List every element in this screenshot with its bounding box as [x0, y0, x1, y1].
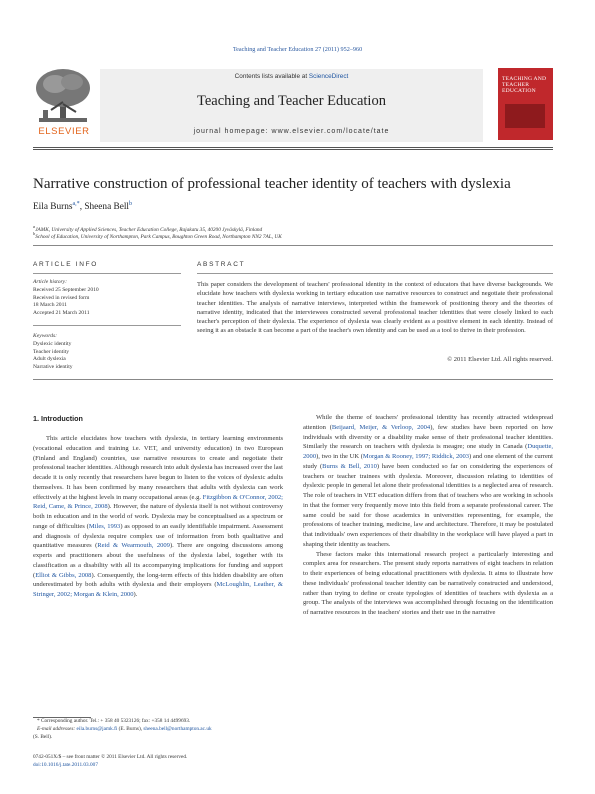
cover-picture: [505, 104, 545, 128]
body-text: ).: [133, 591, 138, 598]
publisher-logo-text: ELSEVIER: [38, 126, 90, 137]
history-item: 18 March 2011: [33, 302, 67, 309]
cover-title: TEACHING AND TEACHER EDUCATION: [502, 76, 547, 94]
article-info-heading: ARTICLE INFO: [33, 261, 99, 268]
author-affiliation-mark[interactable]: b: [129, 201, 133, 207]
citation-link[interactable]: Elliot & Gibbs, 2008: [35, 571, 92, 579]
body-paragraph: [303, 550, 553, 618]
citation-link[interactable]: Reid & Wearmouth, 2009: [97, 542, 170, 550]
body-text: These factors make this international research project a particularly interesting and complex area for researchers. The present study reports narratives of eight teachers in relation to their experiences of being educational practitioners with dyslexia. It aims to illustrate how these individuals' professional teacher identity can be narratively constructed and understood, rather than trying to define or create typologies of identities of teachers with dyslexia as a group. The analysis of the interviews was accomplished through focusing on the identification of narrative resources in the teachers' stories and their use in the narrative: [303, 550, 553, 616]
citation-link[interactable]: Burns & Bell, 2010: [322, 462, 377, 470]
body-paragraph: [303, 413, 553, 550]
keywords: Keywords: Dyslexic identity Teacher identity Adult dyslexia Narrative identity: [33, 333, 73, 371]
issn-line: 0742-051X/$ – see front matter © 2011 Elsevier Ltd. All rights reserved.: [33, 754, 188, 760]
doi-line: [33, 762, 98, 770]
body-text: ). Consequently, the long-term effects of this hidden disability are often underestimated by both adults with dyslexia and their employers (: [33, 571, 283, 589]
author-affiliation-mark[interactable]: a,*: [72, 201, 80, 207]
abstract-heading: ABSTRACT: [197, 261, 246, 268]
contents-line: [100, 73, 483, 80]
author-name: Eila Burns: [33, 202, 73, 213]
section-rule: [33, 245, 553, 246]
citation-link[interactable]: Morgan & Rooney, 1997; Riddick, 2003: [362, 453, 470, 460]
body-right-column: [303, 413, 553, 618]
keyword: Dyslexic identity: [33, 340, 72, 347]
journal-homepage: journal homepage: www.elsevier.com/locate/tate: [193, 128, 390, 135]
history-item: Accepted 21 March 2011: [33, 310, 90, 317]
section-heading: 1. Introduction: [33, 414, 83, 423]
section-rule: [33, 379, 553, 380]
abstract-rule: [197, 273, 553, 274]
sciencedirect-link[interactable]: ScienceDirect: [308, 73, 349, 80]
article-info-rule: [33, 273, 181, 274]
article-history: Article history: Received 25 September 2010 Received in revised form 18 March 2011 Accepted 21 March 2011: [33, 279, 99, 317]
copyright-notice: © 2011 Elsevier Ltd. All rights reserved.: [447, 356, 553, 363]
citation-link[interactable]: Miles, 1993: [88, 522, 121, 530]
journal-title: Teaching and Teacher Education: [197, 93, 386, 109]
body-text: ), two in the UK (: [316, 453, 363, 460]
contents-prefix: Contents lists available at: [234, 73, 309, 80]
author-list: Eila Burns$^{a,*}$, Sheena Bell$^b$: [33, 201, 133, 213]
email-note: E-mail addresses: eila.burns@jamk.fi (E. Burns), sheena.bell@northampton.ac.uk: [37, 726, 212, 732]
corresponding-author-note: * Corresponding author. Tel.: + 358 40 5323126; fax: +358 14 4499693.: [37, 718, 191, 724]
email-note-cont: (S. Bell).: [33, 734, 53, 740]
keyword: Narrative identity: [33, 364, 73, 371]
abstract-text: This paper considers the development of teachers' professional identity in the context of educators that have diverse backgrounds. We elucidate how teachers with dyslexia working in tertiary education use narrative resources to construct and negotiate their professional teacher identities. The analysis of narrative interviews, interpreted within the framework of positioning theory and the theories of narrative identity, indicated that the interviewees constructed several professional teacher identities that were closely linked to each teacher's perception of their dyslexia. The experience of dyslexia was clearly evident as a positive element in each identity. Instead of seeing it as an obstacle it can become a part of the teacher's own identity and can be used as a tool to thrive in their profession.: [197, 281, 553, 335]
header-rule-second: [33, 149, 553, 150]
journal-citation: Teaching and Teacher Education 27 (2011) 952–960: [232, 46, 363, 53]
body-text: This article elucidates how teachers with dyslexia, in tertiary learning environments (vocational education and training i.e. VET, and university education) in two European (Finland and England) countries, use narrative resources to create and negotiate their professional teacher identities. Although research into adult dyslexia has increased over the last decade it is only recently that researchers have begun to listen to the voices of dyslexic adults themselves. It has been confirmed by many researchers that adults with dyslexia can work effectively at the highest levels in many occupational areas (e.g.: [33, 435, 283, 501]
body-text: ). There are ongoing discussions among experts and practitioners about the usefulness of the dyslexia label, together with its classification as a disability with all its accompanying implications for funding and support (: [33, 542, 284, 579]
doi-link[interactable]: doi:10.1016/j.tate.2011.03.007: [33, 762, 98, 768]
body-text: ) as opposed to an easily identifiable impairment. Assessment and diagnosis of dyslexia require complex use of information from both qualitative and quantitative measures (: [33, 522, 284, 550]
body-text: ) and one element of the current study (: [303, 453, 553, 470]
keywords-rule: [33, 325, 181, 326]
body-text: ) have been conducted so far on considering the experiences of teachers or teacher trainees with dyslexia. Moreover, discussion relating to identities of dyslexic people in general let alone their professional identities is a neglected area of research. The role of teachers in VET education differs from that of teachers who are working in schools in that the former very frequently move into this field from a separate professional career. The same could be said for those academics in universities representing, for example, the professions of teacher training, medicine, law and architecture. Therefore, it may be postulated that individuals' own experiences of their disability in the workplace will have played a part in shaping their identity as teachers.: [303, 462, 553, 548]
body-text: ). However, the nature of dyslexia itself is not without controversy both in education and in the world of work. Dyslexia may be conceptualised as a spectrum or range of difficulties (: [33, 503, 283, 530]
citation-link[interactable]: Beijaard, Meijer, & Verloop, 2004: [331, 423, 431, 431]
keyword: Teacher identity: [33, 348, 70, 355]
citation-link[interactable]: Fitzgibbon & O'Connor, 2002; Reid, Came, & Prince, 2008: [33, 493, 283, 511]
paper-title: Narrative construction of professional teacher identity of teachers with dyslexia: [33, 176, 511, 192]
email-link[interactable]: eila.burns@jamk.fi: [76, 726, 118, 732]
header-rule: [33, 147, 553, 148]
body-text: ), few studies have been reported on how individuals with diversity or a disability make sense of their professional teacher identities. Similarly the research on teachers with dyslexia is meagre; one study in Canada (: [303, 423, 554, 451]
author-name: Sheena Bell: [84, 202, 130, 213]
body-text: While the theme of teachers' professional identity has recently attracted widespread attention (: [303, 414, 553, 431]
citation-link[interactable]: McLoughlin, Leather, & Stringer, 2002; Morgan & Klein, 2000: [33, 581, 283, 598]
affiliation: $^a$JAMK, University of Applied Sciences, Teacher Education College, Rajakatu 35, 40200 Jyväskylä, Finland: [33, 224, 263, 233]
citation-link[interactable]: Duquette, 2000: [303, 443, 553, 460]
affiliation: $^b$School of Education, University of Northampton, Park Campus, Boughton Green Road, Northampton NN2 7AL, UK: [33, 231, 282, 240]
keyword: Adult dyslexia: [33, 356, 66, 363]
body-paragraph: [33, 434, 283, 600]
email-link[interactable]: sheena.bell@northampton.ac.uk: [143, 726, 212, 732]
history-item: Received 25 September 2010: [33, 286, 99, 293]
body-left-column: [33, 434, 283, 600]
history-item: Received in revised form: [33, 294, 90, 301]
